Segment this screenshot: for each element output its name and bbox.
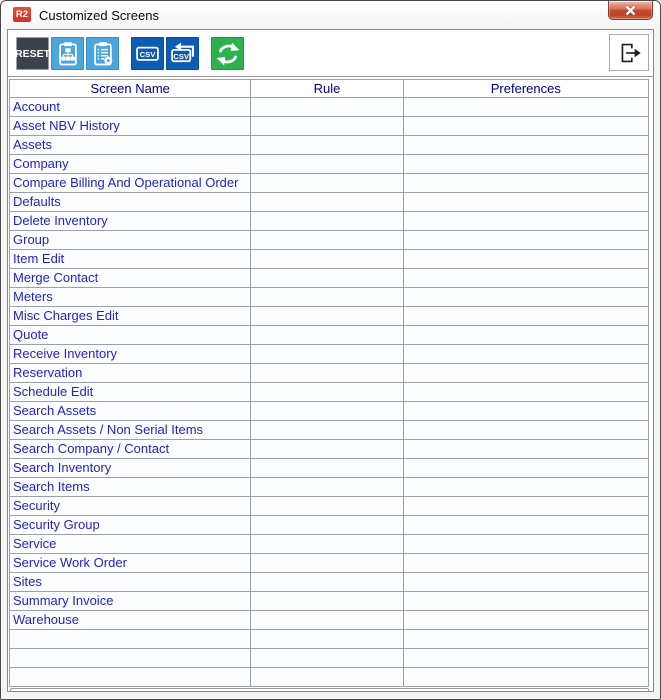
- screen-name-cell[interactable]: [10, 630, 251, 649]
- preferences-cell[interactable]: [403, 193, 648, 212]
- table-row[interactable]: [10, 345, 649, 364]
- title-bar: [1, 1, 660, 29]
- screen-name-cell[interactable]: Compare Billing And Operational Order: [10, 174, 251, 193]
- rule-cell[interactable]: [251, 345, 403, 364]
- table-row[interactable]: [10, 364, 649, 383]
- preferences-cell[interactable]: [403, 98, 648, 117]
- preferences-cell[interactable]: [403, 630, 648, 649]
- close-button[interactable]: [608, 1, 653, 20]
- screen-name-cell[interactable]: Security Group: [10, 516, 251, 535]
- preferences-cell[interactable]: [403, 668, 648, 687]
- screen-rules-button[interactable]: [51, 37, 84, 70]
- screen-name-cell[interactable]: Delete Inventory: [10, 212, 251, 231]
- table-row[interactable]: [10, 250, 649, 269]
- table-row[interactable]: [10, 269, 649, 288]
- rule-cell[interactable]: [251, 573, 403, 592]
- screen-name-cell[interactable]: Search Items: [10, 478, 251, 497]
- content-panel: [7, 29, 654, 692]
- preferences-cell[interactable]: [403, 212, 648, 231]
- table-row[interactable]: [10, 554, 649, 573]
- window-title: Customized Screens: [39, 8, 159, 23]
- table-row[interactable]: [10, 155, 649, 174]
- table-row[interactable]: [10, 497, 649, 516]
- screen-name-cell[interactable]: Search Assets / Non Serial Items: [10, 421, 251, 440]
- preferences-cell[interactable]: [403, 326, 648, 345]
- rule-cell[interactable]: [251, 98, 403, 117]
- screen-name-cell[interactable]: Service Work Order: [10, 554, 251, 573]
- column-header-preferences[interactable]: Preferences: [403, 80, 648, 98]
- horizontal-scrollbar-track[interactable]: [10, 688, 649, 692]
- table-row[interactable]: [10, 611, 649, 630]
- table-row[interactable]: [10, 288, 649, 307]
- table-row[interactable]: [10, 174, 649, 193]
- rule-cell[interactable]: [251, 136, 403, 155]
- table-row[interactable]: [10, 136, 649, 155]
- screen-name-cell[interactable]: Security: [10, 497, 251, 516]
- screen-name-cell[interactable]: Warehouse: [10, 611, 251, 630]
- table-row[interactable]: [10, 535, 649, 554]
- column-header-screen-name[interactable]: Screen Name: [10, 80, 251, 98]
- column-header-rule[interactable]: Rule: [251, 80, 403, 98]
- rule-cell[interactable]: [251, 326, 403, 345]
- rule-cell[interactable]: [251, 193, 403, 212]
- preferences-cell[interactable]: [403, 649, 648, 668]
- rule-cell[interactable]: [251, 535, 403, 554]
- preferences-cell[interactable]: [403, 592, 648, 611]
- preferences-cell[interactable]: [403, 307, 648, 326]
- screen-name-cell[interactable]: Receive Inventory: [10, 345, 251, 364]
- table-row[interactable]: [10, 383, 649, 402]
- preferences-cell[interactable]: [403, 117, 648, 136]
- rule-cell[interactable]: [251, 307, 403, 326]
- preferences-cell[interactable]: [403, 231, 648, 250]
- screen-name-cell[interactable]: [10, 668, 251, 687]
- rule-cell[interactable]: [251, 174, 403, 193]
- preferences-cell[interactable]: [403, 478, 648, 497]
- preferences-cell[interactable]: [403, 174, 648, 193]
- preferences-cell[interactable]: [403, 383, 648, 402]
- rule-cell[interactable]: [251, 459, 403, 478]
- rule-cell[interactable]: [251, 364, 403, 383]
- screen-name-cell[interactable]: Sites: [10, 573, 251, 592]
- table-row[interactable]: [10, 307, 649, 326]
- screen-name-cell[interactable]: Merge Contact: [10, 269, 251, 288]
- table-row[interactable]: [10, 630, 649, 649]
- preferences-cell[interactable]: [403, 345, 648, 364]
- screen-name-cell[interactable]: Asset NBV History: [10, 117, 251, 136]
- rule-cell[interactable]: [251, 288, 403, 307]
- rule-cell[interactable]: [251, 117, 403, 136]
- rule-cell[interactable]: [251, 402, 403, 421]
- rule-cell[interactable]: [251, 611, 403, 630]
- table-row[interactable]: [10, 117, 649, 136]
- preferences-cell[interactable]: [403, 611, 648, 630]
- preferences-cell[interactable]: [403, 364, 648, 383]
- reset-button[interactable]: [16, 37, 49, 70]
- table-row[interactable]: [10, 231, 649, 250]
- preferences-cell[interactable]: [403, 250, 648, 269]
- table-row[interactable]: [10, 459, 649, 478]
- rule-cell[interactable]: [251, 250, 403, 269]
- import-csv-button[interactable]: [166, 37, 199, 70]
- rule-cell[interactable]: [251, 554, 403, 573]
- exit-icon: [614, 38, 644, 68]
- rule-cell[interactable]: [251, 269, 403, 288]
- screen-table-body: [10, 98, 649, 687]
- table-row[interactable]: [10, 421, 649, 440]
- rule-cell[interactable]: [251, 383, 403, 402]
- preferences-cell[interactable]: [403, 288, 648, 307]
- preferences-cell[interactable]: [403, 554, 648, 573]
- screen-name-cell[interactable]: Group: [10, 231, 251, 250]
- screen-name-cell[interactable]: Search Company / Contact: [10, 440, 251, 459]
- screen-name-cell[interactable]: Search Inventory: [10, 459, 251, 478]
- table-row[interactable]: [10, 516, 649, 535]
- exit-button[interactable]: [609, 34, 649, 71]
- reset-label: RESET: [15, 47, 51, 60]
- preferences-cell[interactable]: [403, 136, 648, 155]
- export-csv-button[interactable]: [131, 37, 164, 70]
- table-row[interactable]: [10, 440, 649, 459]
- screen-name-cell[interactable]: Reservation: [10, 364, 251, 383]
- screen-name-cell[interactable]: Assets: [10, 136, 251, 155]
- table-header-row: [10, 80, 649, 98]
- preferences-cell[interactable]: [403, 516, 648, 535]
- preferences-cell[interactable]: [403, 459, 648, 478]
- screen-name-cell[interactable]: Item Edit: [10, 250, 251, 269]
- table-row[interactable]: [10, 668, 649, 687]
- refresh-icon: [214, 40, 242, 68]
- screen-name-cell[interactable]: Service: [10, 535, 251, 554]
- screen-name-cell[interactable]: Summary Invoice: [10, 592, 251, 611]
- screen-name-cell[interactable]: Company: [10, 155, 251, 174]
- preferences-cell[interactable]: [403, 269, 648, 288]
- rule-cell[interactable]: [251, 630, 403, 649]
- csv-icon: [133, 39, 162, 68]
- rule-cell[interactable]: [251, 592, 403, 611]
- csv-arrow-icon: [168, 39, 197, 68]
- rule-cell[interactable]: [251, 516, 403, 535]
- table-row[interactable]: [10, 212, 649, 231]
- svg-text:CSV: CSV: [139, 49, 156, 59]
- screens-table: [9, 79, 649, 687]
- refresh-button[interactable]: [211, 37, 244, 70]
- table-row[interactable]: [10, 402, 649, 421]
- preferences-cell[interactable]: [403, 535, 648, 554]
- rule-cell[interactable]: [251, 478, 403, 497]
- rule-cell[interactable]: [251, 497, 403, 516]
- svg-text:CSV: CSV: [173, 51, 190, 61]
- screen-name-cell[interactable]: Misc Charges Edit: [10, 307, 251, 326]
- screen-name-cell[interactable]: Account: [10, 98, 251, 117]
- screen-name-cell[interactable]: Quote: [10, 326, 251, 345]
- preferences-cell[interactable]: [403, 421, 648, 440]
- rule-cell[interactable]: [251, 649, 403, 668]
- rule-cell[interactable]: [251, 668, 403, 687]
- preferences-cell[interactable]: [403, 402, 648, 421]
- screen-name-cell[interactable]: Search Assets: [10, 402, 251, 421]
- screen-name-cell[interactable]: [10, 649, 251, 668]
- screen-name-cell[interactable]: Defaults: [10, 193, 251, 212]
- app-logo: R2: [13, 7, 31, 22]
- table-row[interactable]: [10, 478, 649, 497]
- preferences-cell[interactable]: [403, 573, 648, 592]
- table-row[interactable]: [10, 326, 649, 345]
- toolbar: [8, 30, 653, 77]
- preferences-cell[interactable]: [403, 155, 648, 174]
- table-row[interactable]: [10, 649, 649, 668]
- rule-cell[interactable]: [251, 440, 403, 459]
- rule-cell[interactable]: [251, 155, 403, 174]
- clipboard-hierarchy-icon: [54, 40, 82, 68]
- close-icon: [624, 5, 637, 16]
- preferences-cell[interactable]: [403, 440, 648, 459]
- table-row[interactable]: [10, 573, 649, 592]
- rule-cell[interactable]: [251, 231, 403, 250]
- screen-name-cell[interactable]: Schedule Edit: [10, 383, 251, 402]
- screen-preferences-button[interactable]: [86, 37, 119, 70]
- preferences-cell[interactable]: [403, 497, 648, 516]
- table-row[interactable]: [10, 193, 649, 212]
- rule-cell[interactable]: [251, 212, 403, 231]
- rule-cell[interactable]: [251, 421, 403, 440]
- table-row[interactable]: [10, 98, 649, 117]
- clipboard-gear-icon: [89, 40, 117, 68]
- screen-name-cell[interactable]: Meters: [10, 288, 251, 307]
- table-row[interactable]: [10, 592, 649, 611]
